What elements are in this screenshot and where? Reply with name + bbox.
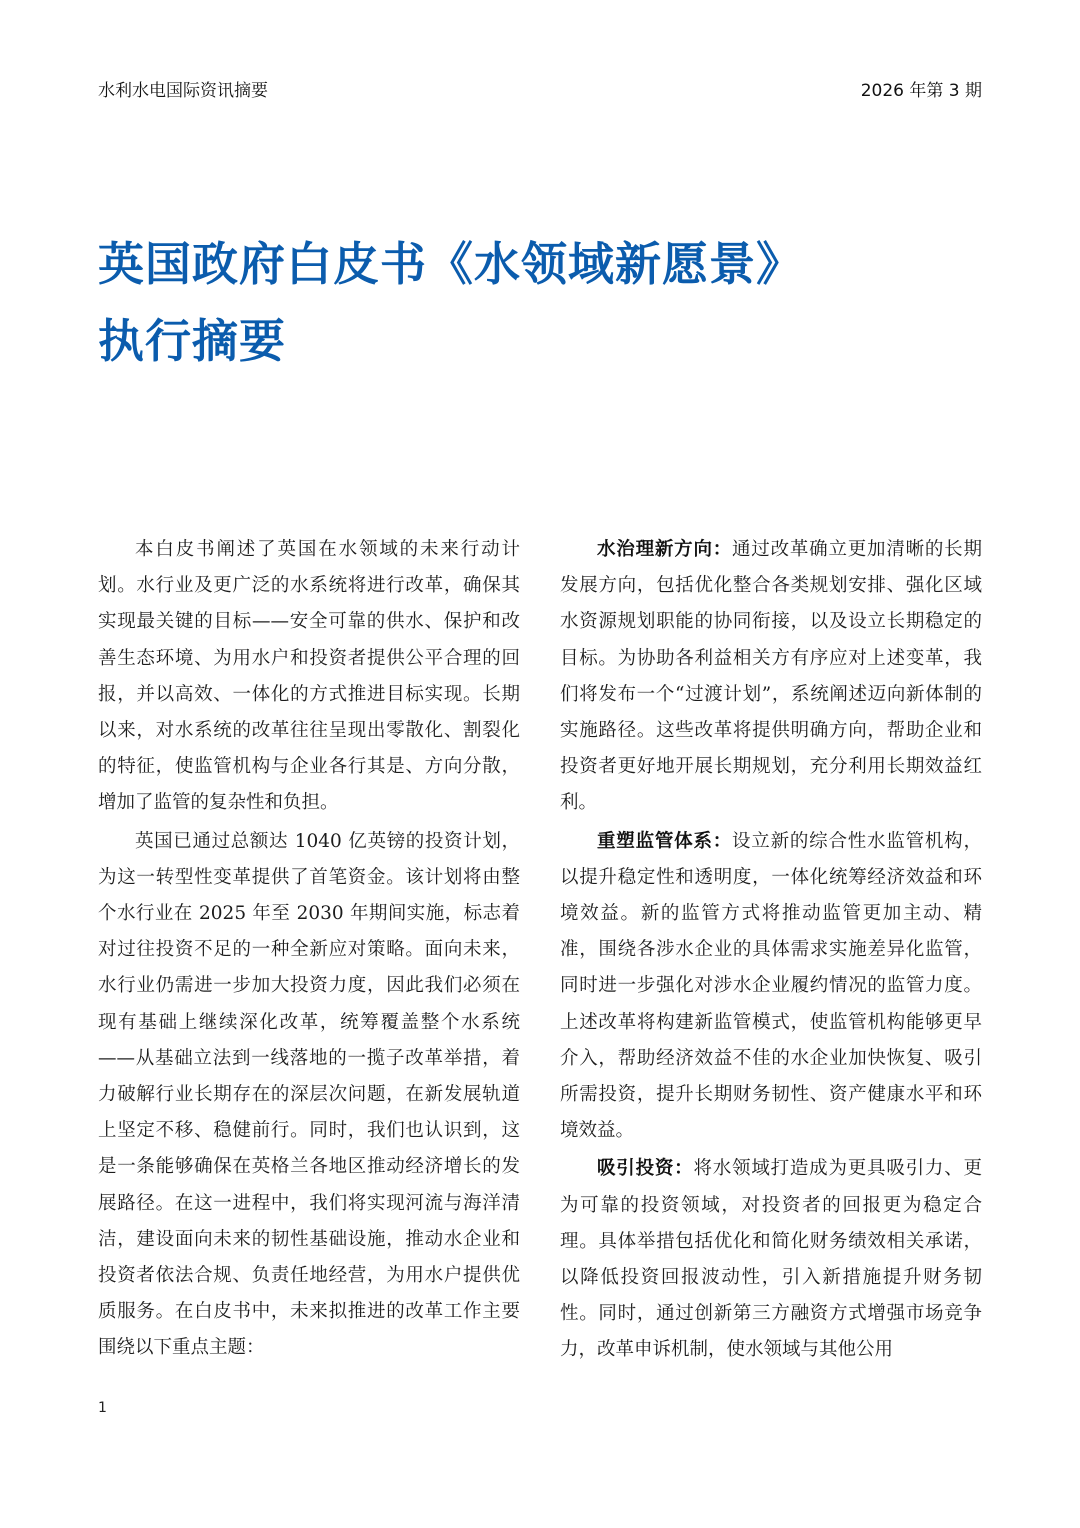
section-heading: 吸引投资： — [597, 1158, 694, 1180]
title-line-2: 执行摘要 — [98, 314, 286, 368]
paragraph-intro: 本白皮书阐述了英国在水领域的未来行动计划。水行业及更广泛的水系统将进行改革，确保其实现最关键的目标——安全可靠的供水、保护和改善生态环境、为用水户和投资者提供公平合理的回报，并以高效、一体化的方式推进目标实现。长期以来，对水系统的改革往往呈现出零散化、割裂化的特征，使监管机构与企业各行其是、方向分散，增加了监管的复杂性和负担。 — [98, 539, 520, 814]
section-heading: 水治理新方向： — [597, 539, 733, 560]
paragraph-investment: 英国已通过总额达 1040 亿英镑的投资计划，为这一转型性变革提供了首笔资金。该计划将由整个水行业在 2025 年至 2030 年期间实施，标志着对过往投资不足的一种全新应对策略。面向未来，水行业仍需进一步加大投资力度，因此我们必须在现有基础上继续深化改革，统筹覆盖整个水系统——从基础立法到一线落地的一揽子改革举措，着力破解行业长期存在的深层次问题，在新发展轨道上坚定不移、稳健前行。同时，我们也认识到，这是一条能够确保在英格兰各地区推动经济增长的发展路径。在这一进程中，我们将实现河流与海洋清洁，建设面向未来的韧性基础设施，推动水企业和投资者依法合规、负责任地经营，为用水户提供优质服务。在白皮书中，未来拟推进的改革工作主要围绕以下重点主题： — [98, 830, 520, 1359]
publication-name: 水利水电国际资讯摘要 — [98, 81, 268, 101]
section-governance — [560, 532, 982, 822]
section-text: 设立新的综合性水监管机构，以提升稳定性和透明度，一体化统筹经济效益和环境效益。新的监管方式将推动监管更加主动、精准，围绕各涉水企业的具体需求实施差异化监管，同时进一步强化对涉水企业履约情况的监管力度。上述改革将构建新监管模式，使监管机构能够更早介入，帮助经济效益不佳的水企业加快恢复、吸引所需投资，提升长期财务韧性、资产健康水平和环境效益。 — [560, 830, 982, 1142]
section-investment — [560, 1151, 982, 1368]
section-text: 通过改革确立更加清晰的长期发展方向，包括优化整合各类规划安排、强化区域水资源规划职能的协同衔接，以及设立长期稳定的目标。为协助各利益相关方有序应对上述变革，我们将发布一个“过渡计划”，系统阐述迈向新体制的实施路径。这些改革将提供明确方向，帮助企业和投资者更好地开展长期规划，充分利用长期效益红利。 — [560, 539, 982, 814]
page-header — [98, 78, 982, 104]
section-heading: 重塑监管体系： — [597, 830, 733, 852]
section-regulation — [560, 824, 982, 1150]
document-title — [98, 226, 958, 380]
left-column — [98, 532, 520, 1369]
page-number: 1 — [98, 1400, 107, 1416]
issue-number: 2026 年第 3 期 — [860, 81, 982, 101]
title-line-1: 英国政府白皮书《水领域新愿景》 — [98, 237, 803, 291]
section-text: 将水领域打造成为更具吸引力、更为可靠的投资领域，对投资者的回报更为稳定合理。具体举措包括优化和简化财务绩效相关承诺，以降低投资回报波动性，引入新措施提升财务韧性。同时，通过创新第三方融资方式增强市场竞争力，改革申诉机制，使水领域与其他公用 — [560, 1158, 982, 1361]
right-column — [560, 532, 982, 1371]
